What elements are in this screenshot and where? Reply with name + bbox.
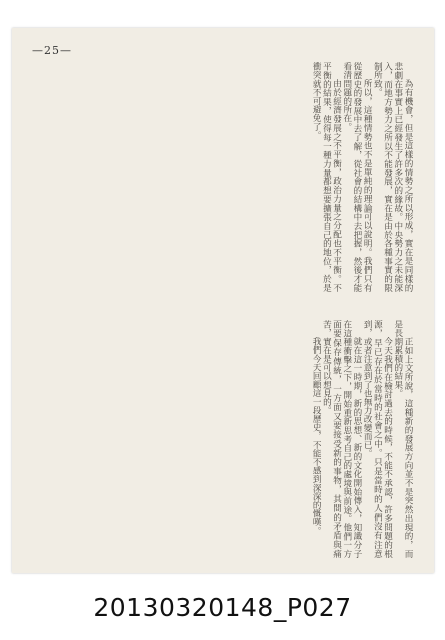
text-section-upper xyxy=(37,62,413,292)
text-section-lower xyxy=(37,320,413,558)
image-caption: 20130320148_P027 xyxy=(93,593,352,622)
paragraph: 正如上文所說，這種新的發展方向並不是突然出現的，而是長期累積的結果。 xyxy=(392,320,413,558)
paragraph: 我們今天回顧這一段歷史，不能不感到深深的慨嘆。 xyxy=(311,337,322,535)
paragraph: 由於經濟發展之不平衡，政治力量之分配也不平衡。不平衡的結果，使得每一種力量都想要擴張自己的地位，於是衝突就不可避免了。 xyxy=(311,62,342,292)
paragraph: 為有機會，但是這樣的情勢之所以形成，實在是同樣的悲劇在事實上已經發生了許多次的緣故。中央勢力之未能深入，而地方勢力之所以不能發展，實在是由於各種事實的限制所致。 xyxy=(372,62,413,292)
paragraph: 今天我們在檢討過去的時候，不能不承認，許多問題的根源，早已存在於當時的社會之中。只是當時的人們沒有注意到，或者注意到了也無力改變而已。 xyxy=(362,320,393,558)
page-number: —25— xyxy=(32,44,72,57)
paragraph: 所以，這種情勢也不是單純的理論可以說明。我們只有從歷史的發展中去了解，從社會的結構中去把握，然後才能看清問題的所在。 xyxy=(341,62,373,292)
paragraph: 就在這一時期，新的思想、新的文化開始傳入，知識分子在這種衝擊之下，開始重新思考自己的處境與前途。他們一方面要保存傳統，一方面又要接受新的事物，其間的矛盾與痛苦，實在是可以想見的。 xyxy=(321,320,362,558)
